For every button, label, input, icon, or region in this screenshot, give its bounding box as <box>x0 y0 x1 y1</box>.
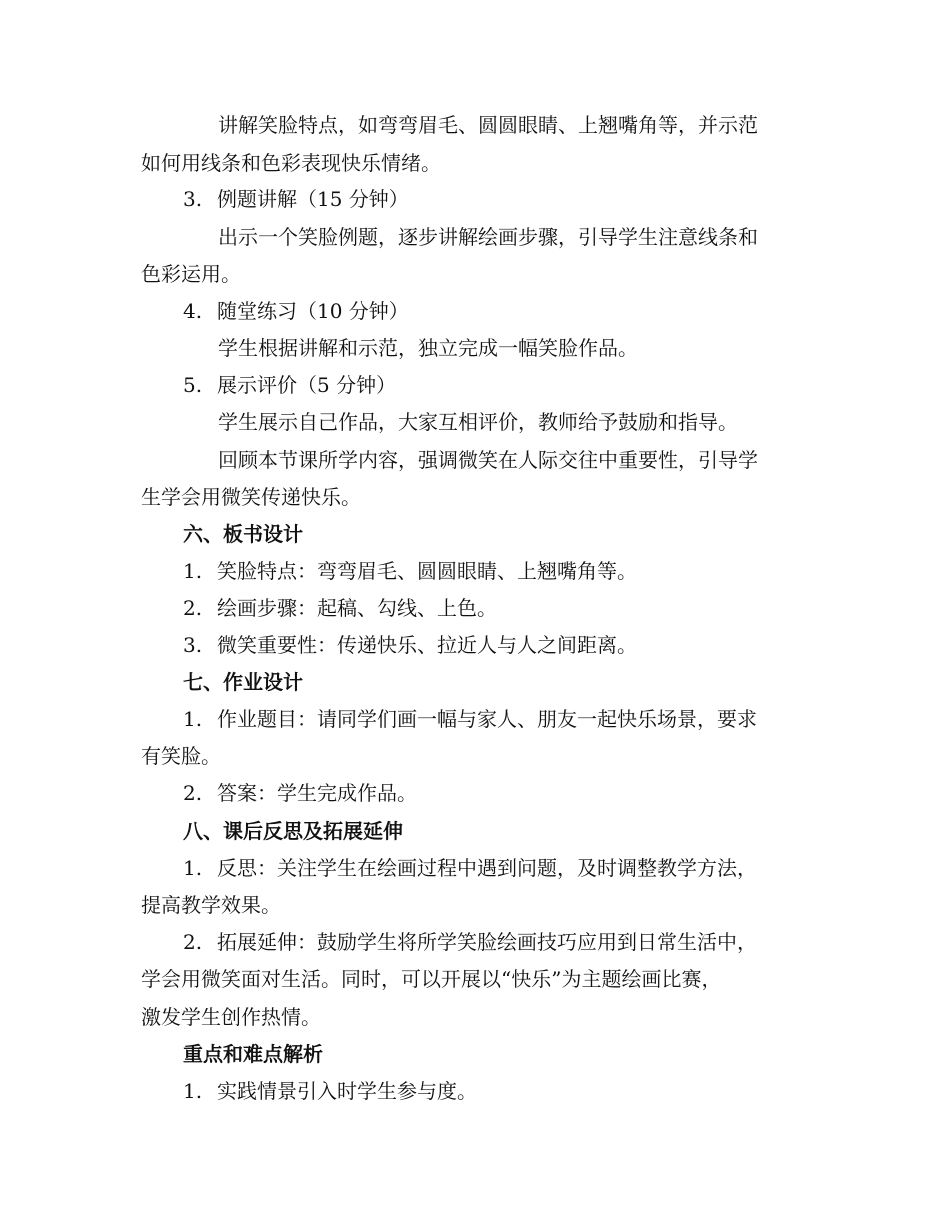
paragraph-line: 回顾本节课所学内容，强调微笑在人际交往中重要性，引导学 <box>218 448 758 472</box>
list-item-text: 反思：关注学生在绘画过程中遇到问题，及时调整教学方法， <box>217 856 757 880</box>
list-item <box>183 778 417 808</box>
list-number: 3. <box>183 633 203 657</box>
section-heading: 六、板书设计 <box>183 522 303 546</box>
list-item-text: 例题讲解（15 分钟） <box>217 187 409 211</box>
section-heading: 重点和难点解析 <box>183 1042 323 1066</box>
list-item-text: 随堂练习（10 分钟） <box>217 299 409 323</box>
paragraph-line: 学生展示自己作品，大家互相评价，教师给予鼓励和指导。 <box>218 410 738 434</box>
paragraph-line: 讲解笑脸特点，如弯弯眉毛、圆圆眼睛、上翘嘴角等，并示范 <box>218 113 758 137</box>
list-item <box>183 370 396 400</box>
list-number: 5. <box>183 373 203 397</box>
list-item-text: 展示评价（5 分钟） <box>217 373 397 397</box>
list-item-text: 拓展延伸：鼓励学生将所学笑脸绘画技巧应用到日常生活中， <box>217 930 757 954</box>
paragraph-line: 色彩运用。 <box>141 262 241 286</box>
list-item-text: 微笑重要性：传递快乐、拉近人与人之间距离。 <box>217 633 637 657</box>
paragraph-line: 提高教学效果。 <box>141 893 281 917</box>
list-number: 1. <box>183 707 203 731</box>
list-number: 2. <box>183 781 203 805</box>
paragraph-line: 如何用线条和色彩表现快乐情绪。 <box>141 151 441 175</box>
section-heading: 八、课后反思及拓展延伸 <box>183 819 403 843</box>
list-item <box>183 630 637 660</box>
paragraph-line: 生学会用微笑传递快乐。 <box>141 485 361 509</box>
list-item-text: 实践情景引入时学生参与度。 <box>217 1079 477 1103</box>
list-item <box>183 556 637 586</box>
list-number: 1. <box>183 856 203 880</box>
list-number: 2. <box>183 930 203 954</box>
list-item <box>183 593 497 623</box>
list-item <box>183 853 757 883</box>
list-item-text: 作业题目：请同学们画一幅与家人、朋友一起快乐场景，要求 <box>217 707 757 731</box>
list-item-text: 答案：学生完成作品。 <box>217 781 417 805</box>
list-item-text: 绘画步骤：起稿、勾线、上色。 <box>217 596 497 620</box>
list-item <box>183 184 409 214</box>
paragraph-line: 出示一个笑脸例题，逐步讲解绘画步骤，引导学生注意线条和 <box>218 225 758 249</box>
list-item-text: 笑脸特点：弯弯眉毛、圆圆眼睛、上翘嘴角等。 <box>217 559 637 583</box>
paragraph-line: 激发学生创作热情。 <box>141 1005 321 1029</box>
list-item <box>183 704 757 734</box>
section-heading: 七、作业设计 <box>183 670 303 694</box>
paragraph-line: 学生根据讲解和示范，独立完成一幅笑脸作品。 <box>218 336 638 360</box>
list-number: 4. <box>183 299 203 323</box>
paragraph-line: 有笑脸。 <box>141 744 221 768</box>
list-item <box>183 1076 477 1106</box>
list-number: 2. <box>183 596 203 620</box>
list-number: 1. <box>183 559 203 583</box>
paragraph-line: 学会用微笑面对生活。同时，可以开展以“快乐”为主题绘画比赛， <box>141 967 722 991</box>
list-item <box>183 927 757 957</box>
list-number: 1. <box>183 1079 203 1103</box>
list-number: 3. <box>183 187 203 211</box>
list-item <box>183 296 409 326</box>
